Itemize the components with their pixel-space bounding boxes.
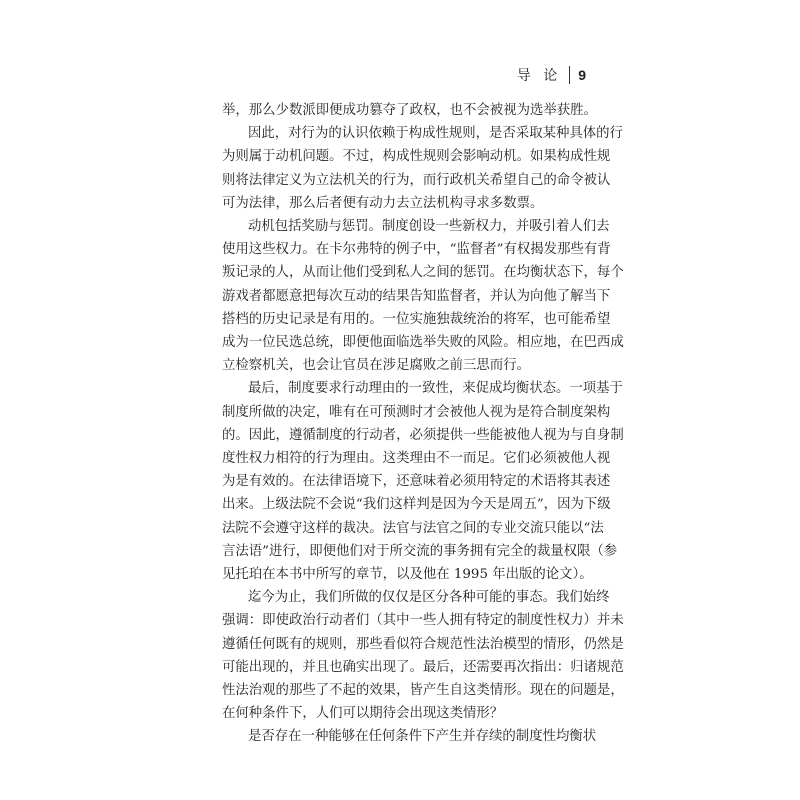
text-line: 举，那么少数派即便成功篡夺了政权，也不会被视为选举获胜。 bbox=[222, 103, 597, 118]
text-line: 法院不会遵守这样的裁决。法官与法官之间的专业交流只能以“法 bbox=[222, 520, 604, 536]
text-line: 是否存在一种能够在任何条件下产生并存续的制度性均衡状 bbox=[248, 729, 597, 745]
text-line: 为是有效的。在法律语境下，还意味着必须用特定的术语将其表述 bbox=[222, 474, 611, 490]
text-line: 搭档的历史记录是有用的。一位实施独裁统治的将军，也可能希望 bbox=[222, 311, 611, 327]
text-line: 使用这些权力。在卡尔弗特的例子中，“监督者”有权揭发那些有背 bbox=[222, 242, 611, 258]
text-line: 立检察机关，也会让官员在涉足腐败之前三思而行。 bbox=[222, 358, 530, 374]
text-line: 言法语”进行，即便他们对于所交流的事务拥有完全的裁量权限（参 bbox=[222, 543, 618, 559]
text-line: 成为一位民选总统，即便他面临选举失败的风险。相应地，在巴西成 bbox=[222, 335, 624, 350]
text-line: 可能出现的，并且也确实出现了。最后，还需要再次指出：归诸规范 bbox=[222, 659, 624, 675]
running-head bbox=[517, 64, 586, 86]
text-line: 出来。上级法院不会说“我们这样判是因为今天是周五”，因为下级 bbox=[222, 497, 611, 513]
text-line: 叛记录的人，从而让他们受到私人之间的惩罚。在均衡状态下，每个 bbox=[222, 265, 624, 281]
text-line: 的。因此，遵循制度的行动者，必须提供一些能被他人视为与自身制 bbox=[222, 427, 624, 443]
text-line: 游戏者都愿意把每次互动的结果告知监督者，并认为向他了解当下 bbox=[222, 288, 611, 304]
text-line: 强调：即使政治行动者们（其中一些人拥有特定的制度性权力）并未 bbox=[222, 613, 624, 629]
page-number: 9 bbox=[578, 67, 586, 83]
header-divider bbox=[569, 66, 570, 84]
text-line: 制度所做的决定，唯有在可预测时才会被他人视为是符合制度架构 bbox=[222, 404, 611, 420]
text-line: 性法治观的那些了不起的效果，皆产生自这类情形。现在的问题是， bbox=[222, 683, 624, 698]
text-line: 最后，制度要求行动理由的一致性，来促成均衡状态。一项基于 bbox=[248, 381, 623, 397]
text-line: 度性权力相符的行为理由。这类理由不一而足。它们必须被他人视 bbox=[222, 451, 611, 466]
text-line: 因此，对行为的认识依赖于构成性规则，是否采取某种具体的行 bbox=[248, 126, 623, 142]
text-line: 动机包括奖励与惩罚。制度创设一些新权力，并吸引着人们去 bbox=[248, 219, 610, 234]
text-line: 迄今为止，我们所做的仅仅是区分各种可能的事态。我们始终 bbox=[248, 590, 610, 606]
chapter-title: 导 论 bbox=[516, 68, 562, 84]
text-line: 见托珀在本书中所写的章节，以及他在 1995 年出版的论文）。 bbox=[222, 567, 593, 582]
text-line: 为则属于动机问题。不过，构成性规则会影响动机。如果构成性规 bbox=[222, 149, 611, 165]
text-line: 则将法律定义为立法机关的行为，而行政机关希望自己的命令被认 bbox=[222, 172, 611, 188]
text-line: 遵循任何既有的规则，那些看似符合规范性法治模型的情形，仍然是 bbox=[222, 636, 624, 652]
text-line: 可为法律，那么后者便有动力去立法机构寻求多数票。 bbox=[222, 195, 544, 211]
text-line: 在何种条件下，人们可以期待会出现这类情形？ bbox=[222, 706, 504, 722]
